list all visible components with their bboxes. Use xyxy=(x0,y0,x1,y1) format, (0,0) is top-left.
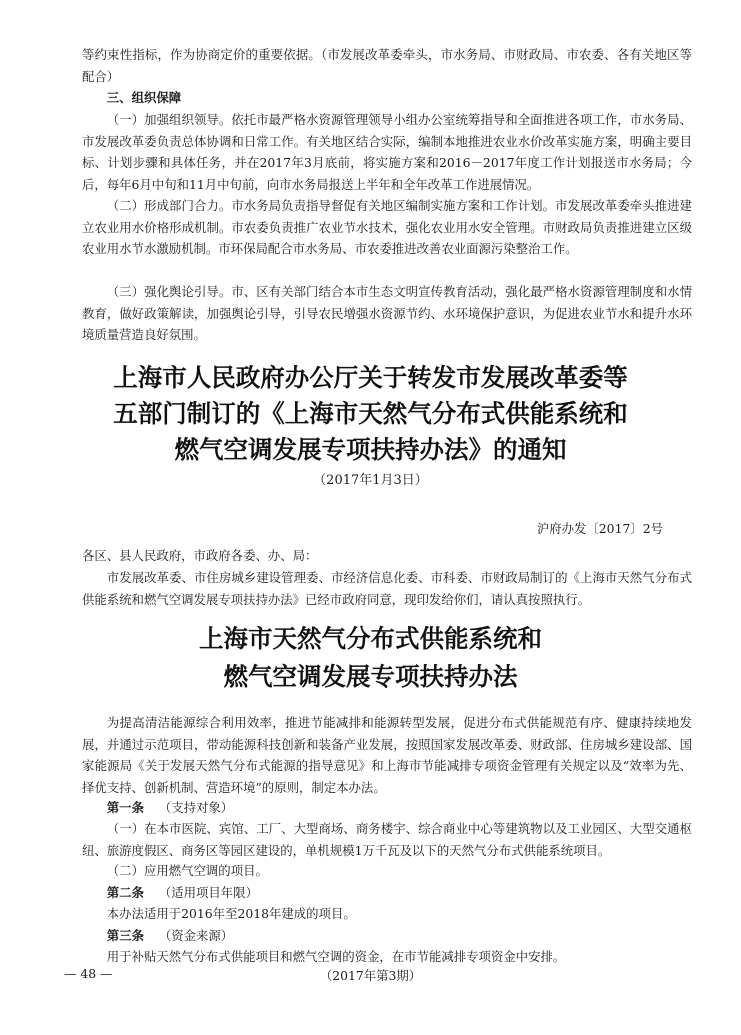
article-3-body: 用于补贴天然气分布式供能项目和燃气空调的资金，在市节能减排专项资金中安排。 xyxy=(106,949,566,964)
document-number: 沪府办发〔2017〕2号 xyxy=(536,521,663,536)
paragraph-leadership: （一）加强组织领导。依托市最严格水资源管理领导小组办公室统筹指导和全面推进各项工作，市水务局、市发展改革委负责总体协调和日常工作。有关地区结合实际，编制本地推进农业水价改革实施方案，明确主要目标、计划步骤和具体任务，并在2017年3月底前，将实施方案和2016－2017年度工作计划报送市水务局；今后，每年6月中旬和11月中旬前，向市水务局报送上半年和全年改革工作进展情况。 xyxy=(82,112,692,192)
measures-title-line-1: 上海市天然气分布式供能系统和 xyxy=(199,624,542,653)
article-1-item-2: （二）应用燃气空调的项目。 xyxy=(106,863,268,878)
paragraph-public-opinion: （三）强化舆论引导。市、区有关部门结合本市生态文明宣传教育活动，强化最严格水资源管理制度和水情教育，做好政策解读，加强舆论引导，引导农民增强水资源节约、水环境保护意识，为促进农业节水和提升水环境质量营造良好氛围。 xyxy=(82,284,692,342)
measures-intro: 为提高清洁能源综合利用效率，推进节能减排和能源转型发展，促进分布式供能规范有序、健康持续地发展，并通过示范项目，带动能源科技创新和装备产业发展，按照国家发展改革委、财政部、住房城乡建设部、国家能源局《关于发展天然气分布式能源的指导意见》和上海市节能减排专项资金管理有关规定以及“效率为先、择优支持、创新机制、营造环境”的原则，制定本办法。 xyxy=(82,715,692,795)
article-1-label: 第一条 xyxy=(106,800,144,815)
article-1-heading xyxy=(82,797,692,819)
notice-date: （2017年1月3日） xyxy=(313,473,428,488)
measures-title-line-2: 燃气空调发展专项扶持办法 xyxy=(223,662,518,691)
article-3-label: 第三条 xyxy=(106,928,144,943)
article-1-item-1: （一）在本市医院、宾馆、工厂、大型商场、商务楼宇、综合商业中心等建筑物以及工业园区、大型交通枢纽、旅游度假区、商务区等园区建设的，单机规模1万千瓦及以下的天然气分布式供能系统项目。 xyxy=(82,821,692,858)
issue-label: （2017年第3期） xyxy=(319,968,422,983)
article-2-label: 第二条 xyxy=(106,885,144,900)
article-3-heading xyxy=(82,925,692,947)
article-1-title: （支持对象） xyxy=(158,800,234,815)
page-number: — 48 — xyxy=(64,966,113,981)
addressee: 各区、县人民政府，市政府各委、办、局： xyxy=(82,548,318,563)
continued-paragraph: 等约束性指标，作为协商定价的重要依据。（市发展改革委牵头，市水务局、市财政局、市农委、各有关地区等配合） xyxy=(82,47,692,84)
article-2-title: （适用项目年限） xyxy=(158,885,258,900)
measures-title xyxy=(60,620,681,696)
notice-title-line-3: 燃气空调发展专项扶持办法》的通知 xyxy=(174,435,567,464)
article-3-title: （资金来源） xyxy=(158,928,234,943)
notice-body: 市发展改革委、市住房城乡建设管理委、市经济信息化委、市科委、市财政局制订的《上海市天然气分布式供能系统和燃气空调发展专项扶持办法》已经市政府同意，现印发给你们，请认真按照执行。 xyxy=(82,570,692,607)
notice-title xyxy=(60,360,681,468)
paragraph-coordination: （二）形成部门合力。市水务局负责指导督促有关地区编制实施方案和工作计划。市发展改革委牵头推进建立农业用水价格形成机制。市农委负责推广农业节水技术，强化农业用水安全管理。市财政局负责推进建立区级农业用水节水激励机制。市环保局配合市水务局、市农委推进改善农业面源污染整治工作。 xyxy=(82,198,692,256)
section-heading-organization: 三、组织保障 xyxy=(106,90,182,105)
article-2-body: 本办法适用于2016年至2018年建成的项目。 xyxy=(106,906,356,921)
notice-title-line-1: 上海市人民政府办公厅关于转发市发展改革委等 xyxy=(113,363,628,392)
notice-title-line-2: 五部门制订的《上海市天然气分布式供能系统和 xyxy=(113,399,628,428)
article-2-heading xyxy=(82,882,692,904)
